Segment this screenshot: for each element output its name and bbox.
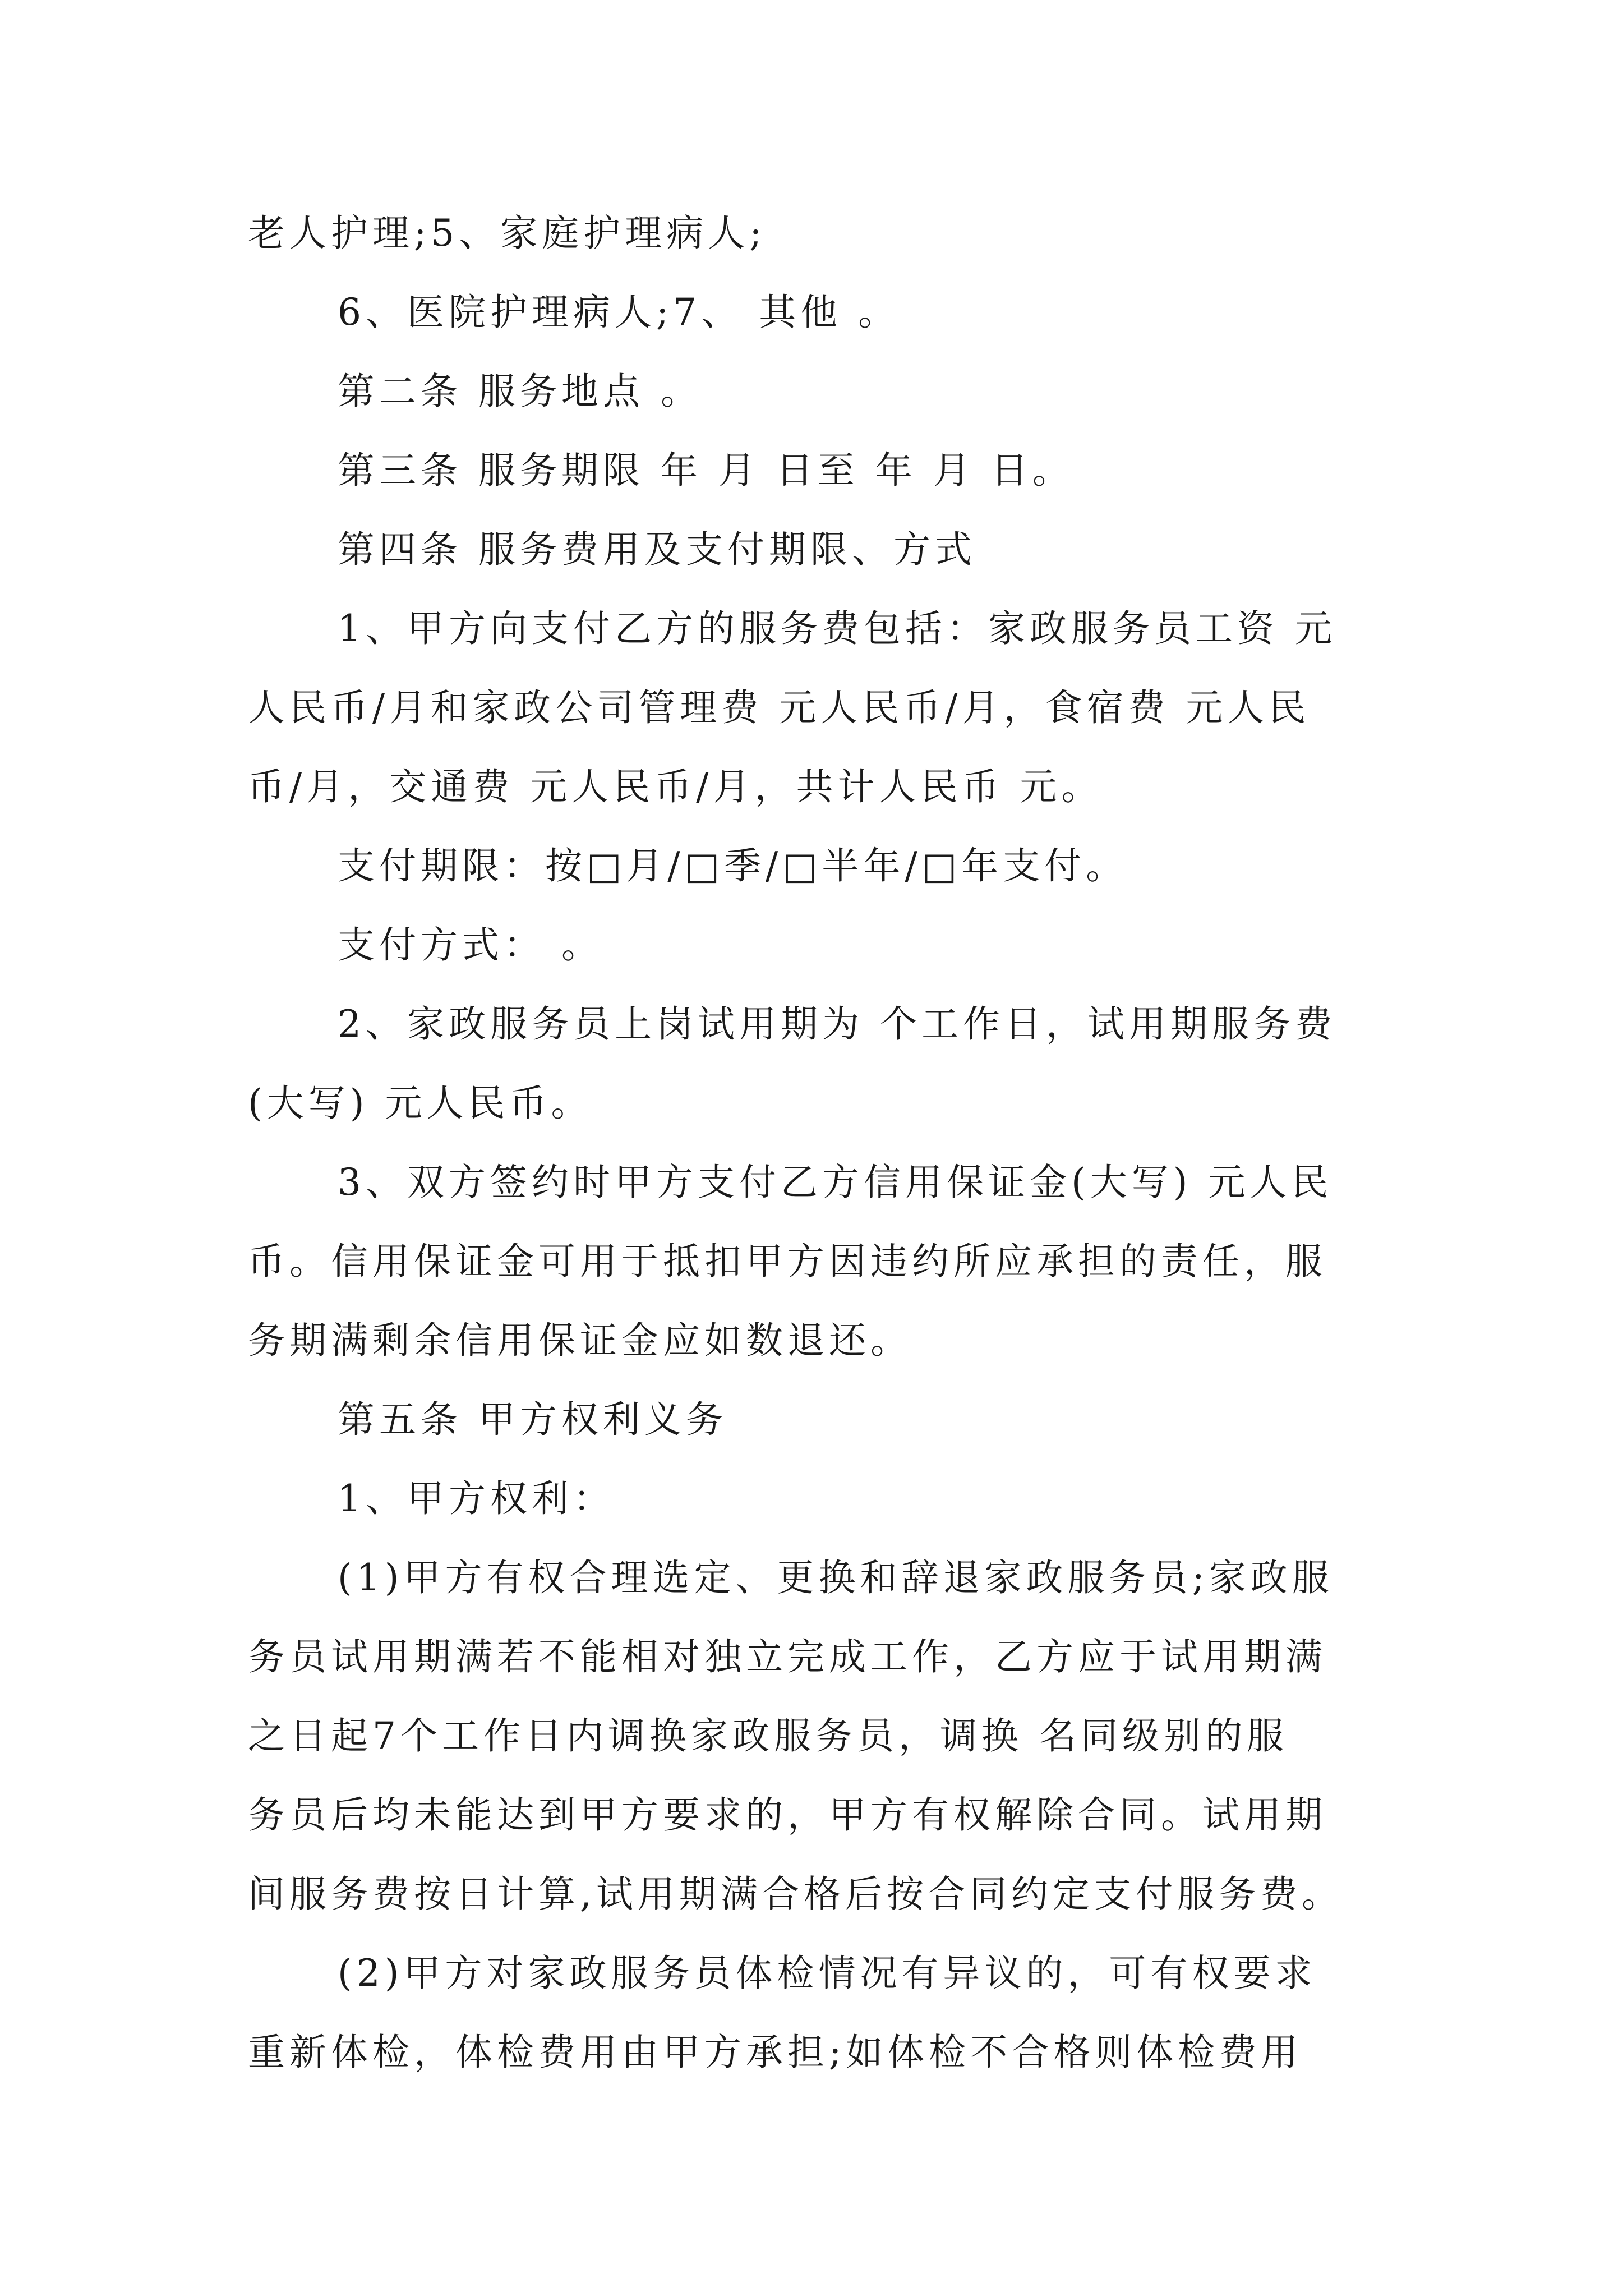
text-line: 务员后均未能达到甲方要求的，甲方有权解除合同。试用期 (248, 1793, 1327, 1837)
text-line: 币/月，交通费 元人民币/月，共计人民币 元。 (248, 765, 1103, 808)
text-line: (2)甲方对家政服务员体检情况有异议的，可有权要求 (338, 1952, 1317, 1995)
text-line: (1)甲方有权合理选定、更换和辞退家政服务员;家政服 (338, 1556, 1334, 1599)
text-line: 重新体检，体检费用由甲方承担;如体检不合格则体检费用 (248, 2031, 1303, 2074)
text-line: 务员试用期满若不能相对独立完成工作，乙方应于试用期满 (248, 1635, 1327, 1678)
text-line: 1、甲方向支付乙方的服务费包括：家政服务员工资 元 (338, 607, 1336, 650)
text-line: 第五条 甲方权利义务 (338, 1398, 727, 1441)
text-line: 老人护理;5、家庭护理病人; (248, 211, 767, 255)
text-line: 人民币/月和家政公司管理费 元人民币/月，食宿费 元人民 (248, 686, 1311, 729)
text-line: 间服务费按日计算,试用期满合格后按合同约定支付服务费。 (248, 1872, 1343, 1916)
text-line: 务期满剩余信用保证金应如数退还。 (248, 1319, 912, 1362)
text-line: 支付期限：按□月/□季/□半年/□年支付。 (338, 844, 1128, 887)
text-line: 第四条 服务费用及支付期限、方式 (338, 528, 976, 571)
text-line: 币。信用保证金可用于抵扣甲方因违约所应承担的责任，服 (248, 1240, 1327, 1283)
text-line: 支付方式： 。 (338, 923, 603, 967)
text-line: 第二条 服务地点 。 (338, 370, 702, 413)
text-line: 1、甲方权利： (338, 1477, 615, 1520)
text-line: 之日起7个工作日内调换家政服务员，调换 名同级别的服 (248, 1714, 1288, 1757)
document-body (248, 210, 1381, 2109)
text-line: 第三条 服务期限 年 月 日至 年 月 日。 (338, 449, 1074, 492)
text-line: 6、医院护理病人;7、 其他 。 (338, 291, 900, 334)
text-line: 3、双方签约时甲方支付乙方信用保证金(大写) 元人民 (338, 1161, 1333, 1204)
text-line: (大写) 元人民币。 (248, 1082, 593, 1125)
text-line: 2、家政服务员上岗试用期为 个工作日，试用期服务费 (338, 1002, 1336, 1046)
